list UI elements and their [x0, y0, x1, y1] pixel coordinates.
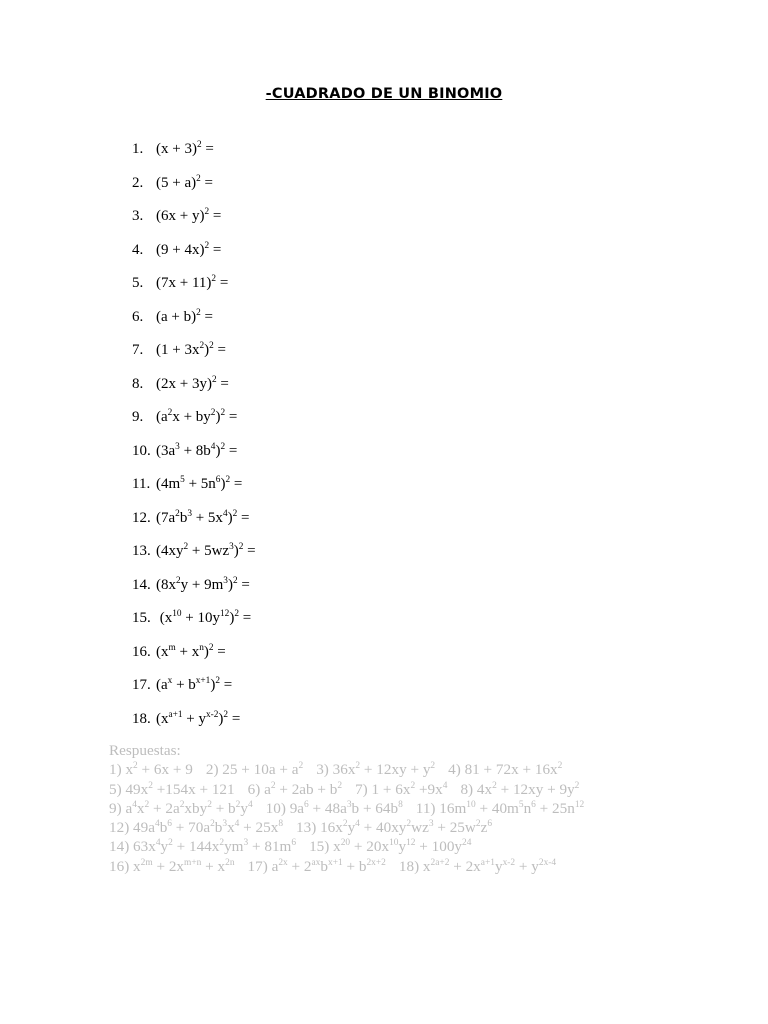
exercise-item [132, 641, 256, 675]
exercise-item [132, 406, 256, 440]
exercise-expression: $(x^{10} + 10y^{12})^2$ = [156, 609, 252, 626]
exercise-expression: $(4xy^2 + 5wz^3)^2$ = [156, 542, 256, 559]
answer-item: 9) $a^4x^2 + 2a^2xby^2 + b^2y^4$ [109, 799, 253, 817]
exercise-item [132, 373, 256, 407]
answers-heading: Respuestas: [109, 742, 181, 759]
exercise-number: 12. [132, 509, 151, 526]
exercise-number: 7. [132, 342, 144, 358]
answers-line [109, 780, 584, 799]
exercise-expression: $(4m^5 + 5n^6)^2$ = [156, 475, 243, 492]
exercise-number: 16. [132, 643, 151, 660]
exercise-expression: $(a^x + b^{x+1})^2$ = [156, 676, 233, 693]
exercise-number: 17. [132, 677, 151, 693]
exercise-expression: $(x^m + x^n)^2$ = [156, 642, 226, 660]
answer-item: 5) $49x^2 +154x + 121$ [109, 780, 235, 798]
exercise-number: 11. [132, 476, 151, 492]
exercise-item [132, 507, 256, 541]
exercise-expression: $(6x + y)^2$ = [156, 207, 222, 224]
exercise-number: 5. [132, 275, 144, 291]
answer-item: 13) $16x^2y^4 + 40xy^2wz^3 + 25w^2z^6$ [296, 819, 493, 837]
answer-item: 8) $4x^2 + 12xy + 9y^2$ [460, 780, 580, 798]
exercise-expression: $(7x + 11)^2$ = [156, 274, 229, 291]
exercise-expression: $(a^2x + by^2)^2$ = [156, 408, 238, 425]
answer-item: 10) $9a^6 + 48a^3b + 64b^8$ [265, 799, 403, 817]
exercise-number: 13. [132, 543, 151, 559]
answer-item: 18) $x^{2a+2} + 2x^{a+1}y^{x-2} + y^{2x-4}$ [398, 857, 557, 875]
answers-line [109, 857, 584, 876]
answer-item: 11) $16m^{10} + 40m^5n^6 + 25n^{12}$ [415, 799, 585, 817]
exercise-item [132, 172, 256, 206]
answer-item: 2) $25 + 10a + a^2$ [205, 761, 304, 779]
exercise-expression: $(2x + 3y)^2$ = [156, 374, 229, 392]
exercise-number: 14. [132, 576, 151, 593]
exercise-item [132, 138, 256, 172]
answers-line [109, 837, 584, 856]
answer-item: 3) $36x^2 + 12xy + y^2$ [316, 761, 436, 779]
answers-line [109, 818, 584, 837]
answer-item: 1) $x^2 + 6x + 9$ [109, 761, 193, 779]
exercise-number: 10. [132, 442, 151, 459]
answer-item: 12) $49a^4b^6 + 70a^2b^3x^4 + 25x^8$ [109, 819, 284, 837]
exercise-number: 8. [132, 375, 144, 392]
exercise-list [132, 138, 256, 741]
exercise-item [132, 272, 256, 306]
exercise-item [132, 473, 256, 507]
exercise-number: 18. [132, 710, 151, 727]
exercise-expression: $(3a^3 + 8b^4)^2$ = [156, 441, 238, 459]
answer-item: 6) $a^2 + 2ab + b^2$ [247, 780, 343, 798]
exercise-expression: $(5 + a)^2$ = [156, 173, 213, 191]
exercise-item [132, 708, 256, 742]
exercise-expression: $(1 + 3x^2)^2$ = [156, 341, 226, 358]
exercise-item [132, 306, 256, 340]
answer-item: 7) $1 + 6x^2 +9x^4$ [355, 780, 448, 798]
answer-item: 15) $x^{20} + 20x^{10}y^{12} + 100y^{24}$ [309, 838, 472, 856]
exercise-expression: $(7a^2b^3 + 5x^4)^2$ = [156, 508, 250, 526]
exercise-number: 1. [132, 141, 144, 157]
exercise-number: 2. [132, 174, 144, 191]
exercise-item [132, 607, 256, 641]
answers-line [109, 760, 584, 779]
exercise-number: 4. [132, 241, 144, 258]
exercise-expression: $(8x^2y + 9m^3)^2$ = [156, 575, 250, 593]
exercise-item [132, 205, 256, 239]
answer-item: 4) $81 + 72x + 16x^2$ [448, 761, 563, 779]
answer-item: 14) $63x^4y^2 + 144x^2ym^3 + 81m^6$ [109, 838, 297, 856]
exercise-number: 15. [132, 610, 151, 626]
page-title: -CUADRADO DE UN BINOMIO [265, 86, 503, 102]
exercise-number: 3. [132, 208, 144, 224]
exercise-number: 6. [132, 308, 144, 325]
exercise-item [132, 574, 256, 608]
exercise-expression: $(x + 3)^2$ = [156, 140, 214, 157]
exercise-item [132, 239, 256, 273]
exercise-expression: $(a + b)^2$ = [156, 307, 213, 325]
exercise-number: 9. [132, 409, 144, 425]
exercise-item [132, 540, 256, 574]
answer-item: 16) $x^{2m} + 2x^{m+n} + x^{2n}$ [109, 857, 235, 875]
exercise-item [132, 674, 256, 708]
answers-section [109, 741, 584, 876]
exercise-item [132, 440, 256, 474]
exercise-expression: $(x^{a+1} + y^{x-2})^2$ = [156, 709, 241, 727]
answer-item: 17) $a^{2x} + 2^{ax}b^{x+1} + b^{2x+2}$ [247, 857, 386, 875]
answers-line [109, 799, 584, 818]
exercise-item [132, 339, 256, 373]
exercise-expression: $(9 + 4x)^2$ = [156, 240, 222, 258]
